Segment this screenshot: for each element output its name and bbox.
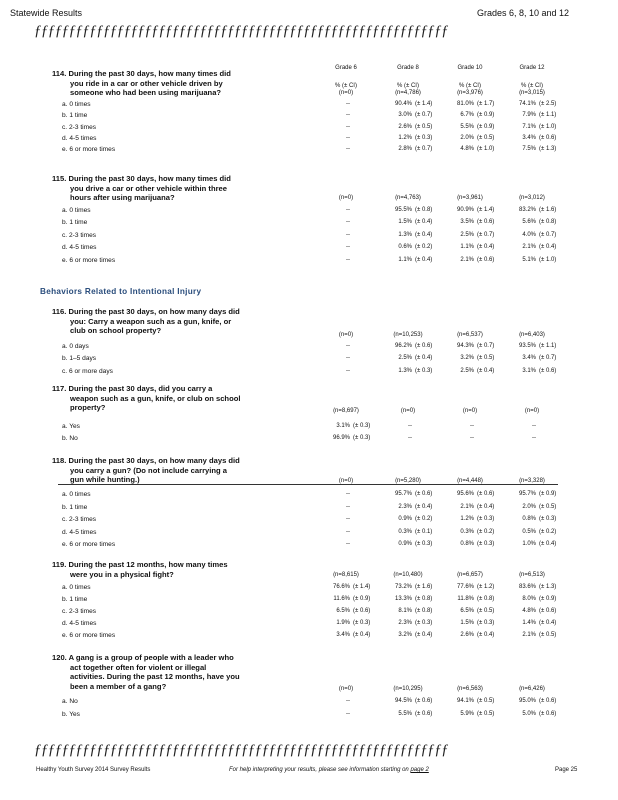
- confidence-interval: (± 0.4): [415, 231, 433, 238]
- confidence-interval: (± 1.1): [539, 112, 557, 119]
- percent-value: 1.9%: [336, 620, 350, 627]
- percent-value: --: [408, 434, 412, 441]
- sample-size: (n=3,976): [457, 90, 483, 96]
- percent-value: 90.9%: [456, 207, 474, 213]
- question-text: 115. During the past 30 days, how many times did: [52, 174, 231, 183]
- confidence-interval: (± 0.5): [477, 355, 495, 362]
- answer-option: e. 6 or more times: [62, 632, 116, 640]
- question-text: you: Carry a weapon such as a gun, knife, or: [70, 316, 232, 326]
- percent-value: --: [346, 710, 350, 717]
- question-text: you ride in a car or other vehicle driven by: [70, 78, 223, 88]
- percent-value: 0.3%: [460, 528, 474, 535]
- confidence-interval: (± 0.2): [415, 516, 433, 523]
- sample-size: (n=6,537): [457, 332, 483, 338]
- percent-value: 0.8%: [522, 516, 536, 523]
- answer-option: b. 1 time: [62, 596, 88, 604]
- percent-value: 3.1%: [336, 423, 350, 429]
- confidence-interval: (± 0.9): [539, 491, 557, 497]
- confidence-interval: (± 1.4): [477, 207, 495, 213]
- answer-option: d. 4-5 times: [62, 620, 97, 628]
- percent-value: 73.2%: [394, 584, 412, 590]
- percent-value: 7.1%: [522, 123, 536, 130]
- percent-value: 0.8%: [460, 541, 474, 548]
- confidence-interval: (± 0.3): [477, 516, 495, 523]
- percent-value: 3.1%: [522, 367, 536, 374]
- percent-value: --: [346, 256, 350, 263]
- question-text: activities. During the past 12 months, have you: [70, 672, 240, 682]
- percent-value: 2.0%: [460, 134, 474, 141]
- question-text: hours after using marijuana?: [70, 193, 175, 203]
- percent-value: 95.0%: [518, 698, 536, 704]
- confidence-interval: (± 0.4): [539, 541, 557, 548]
- confidence-interval: (± 1.6): [539, 207, 557, 213]
- confidence-interval: (± 0.6): [477, 219, 495, 226]
- confidence-interval: (± 0.9): [477, 112, 495, 119]
- confidence-interval: (± 0.3): [415, 367, 433, 374]
- sample-size: (n=3,961): [457, 195, 483, 201]
- confidence-interval: (± 0.3): [415, 541, 433, 548]
- confidence-interval: (± 0.7): [415, 112, 433, 119]
- confidence-interval: (± 0.6): [353, 608, 371, 615]
- answer-option: c. 2-3 times: [62, 608, 97, 616]
- percent-value: --: [346, 343, 350, 349]
- percent-value: --: [346, 541, 350, 548]
- question-text: 117. During the past 30 days, did you carry a: [52, 384, 213, 393]
- percent-value: 1.1%: [460, 244, 474, 251]
- answer-option: e. 6 or more times: [62, 256, 116, 264]
- percent-value: 0.3%: [398, 528, 412, 535]
- percent-value: --: [532, 434, 536, 441]
- question-text: act together often for violent or illegal: [70, 662, 207, 672]
- percent-value: 77.6%: [456, 584, 474, 590]
- question-text: property?: [70, 403, 106, 413]
- percent-value: --: [346, 516, 350, 523]
- percent-value: 1.2%: [398, 134, 412, 141]
- page-header-left: Statewide Results: [10, 8, 83, 18]
- confidence-interval: (± 0.6): [415, 491, 433, 497]
- confidence-interval: (± 0.3): [353, 434, 371, 441]
- percent-value: 5.6%: [522, 219, 536, 226]
- percent-value: 2.0%: [522, 503, 536, 510]
- percent-value: 83.2%: [518, 207, 536, 213]
- percent-value: 1.5%: [398, 219, 412, 226]
- confidence-interval: (± 0.8): [539, 219, 557, 226]
- confidence-interval: (± 1.4): [353, 584, 371, 590]
- confidence-interval: (± 0.3): [477, 541, 495, 548]
- confidence-interval: (± 1.4): [415, 101, 433, 107]
- confidence-interval: (± 0.6): [539, 367, 557, 374]
- percent-value: 3.2%: [398, 632, 412, 639]
- answer-option: d. 4-5 times: [62, 244, 97, 252]
- percent-value: 11.8%: [457, 596, 474, 603]
- percent-value: --: [346, 367, 350, 374]
- percent-value: 2.1%: [522, 244, 536, 251]
- confidence-interval: (± 1.0): [539, 123, 557, 130]
- column-ci-header: % (± CI): [521, 83, 543, 89]
- confidence-interval: (± 0.3): [415, 134, 433, 141]
- answer-option: a. 0 times: [62, 207, 91, 214]
- question-text: 120. A gang is a group of people with a leader who: [52, 653, 234, 662]
- confidence-interval: (± 0.4): [415, 503, 433, 510]
- sample-size: (n=0): [400, 408, 416, 414]
- percent-value: 3.4%: [522, 355, 536, 362]
- bottom-separator: ƒƒƒƒƒƒƒƒƒƒƒƒƒƒƒƒƒƒƒƒƒƒƒƒƒƒƒƒƒƒƒƒƒƒƒƒƒƒƒƒƒƒƒƒƒƒƒƒƒƒƒƒƒƒƒƒƒƒƒƒ: [34, 742, 449, 758]
- confidence-interval: (± 1.0): [539, 256, 557, 263]
- percent-value: 83.6%: [518, 584, 536, 590]
- percent-value: 3.4%: [336, 632, 350, 639]
- answer-option: c. 2-3 times: [62, 516, 97, 524]
- sample-size: (n=6,513): [519, 572, 545, 578]
- answer-option: b. No: [62, 434, 78, 442]
- percent-value: --: [408, 423, 412, 429]
- footer-page-link[interactable]: page 2: [410, 767, 429, 773]
- confidence-interval: (± 0.7): [477, 231, 495, 238]
- column-ci-header: % (± CI): [335, 83, 357, 89]
- sample-size: (n=0): [338, 90, 354, 96]
- percent-value: --: [470, 423, 474, 429]
- sample-size: (n=3,012): [519, 195, 545, 201]
- answer-option: a. Yes: [62, 423, 80, 430]
- top-separator: ƒƒƒƒƒƒƒƒƒƒƒƒƒƒƒƒƒƒƒƒƒƒƒƒƒƒƒƒƒƒƒƒƒƒƒƒƒƒƒƒƒƒƒƒƒƒƒƒƒƒƒƒƒƒƒƒƒƒƒƒ: [34, 23, 449, 39]
- confidence-interval: (± 0.4): [415, 632, 433, 639]
- percent-value: 5.1%: [522, 256, 536, 263]
- percent-value: 74.1%: [518, 101, 536, 107]
- column-grade-header: Grade 6: [335, 65, 357, 71]
- confidence-interval: (± 0.4): [539, 620, 557, 627]
- percent-value: 4.8%: [522, 608, 536, 615]
- column-grade-header: Grade 10: [457, 65, 483, 71]
- answer-option: e. 6 or more times: [62, 541, 116, 549]
- confidence-interval: (± 0.3): [477, 620, 495, 627]
- percent-value: 81.0%: [456, 101, 474, 107]
- column-ci-header: % (± CI): [397, 83, 419, 89]
- confidence-interval: (± 1.7): [477, 101, 495, 107]
- percent-value: --: [346, 101, 350, 107]
- confidence-interval: (± 0.3): [415, 620, 433, 627]
- confidence-interval: (± 0.4): [415, 355, 433, 362]
- answer-option: d. 4-5 times: [62, 134, 97, 142]
- answer-option: c. 2-3 times: [62, 231, 97, 239]
- confidence-interval: (± 0.8): [477, 596, 495, 603]
- confidence-interval: (± 0.4): [477, 503, 495, 510]
- percent-value: --: [346, 207, 350, 213]
- percent-value: 4.0%: [522, 231, 536, 238]
- question-text: club on school property?: [70, 326, 162, 336]
- answer-option: a. 0 times: [62, 491, 91, 498]
- percent-value: 6.7%: [460, 112, 474, 119]
- percent-value: 2.6%: [398, 123, 412, 130]
- sample-size: (n=4,763): [395, 195, 421, 201]
- percent-value: --: [532, 423, 536, 429]
- sample-size: (n=10,253): [393, 332, 423, 338]
- confidence-interval: (± 0.8): [415, 207, 433, 213]
- percent-value: 2.1%: [460, 256, 474, 263]
- percent-value: 2.3%: [398, 503, 412, 510]
- confidence-interval: (± 0.4): [415, 256, 433, 263]
- confidence-interval: (± 0.4): [539, 244, 557, 251]
- percent-value: 94.3%: [456, 343, 474, 349]
- percent-value: 3.0%: [398, 112, 412, 119]
- percent-value: 1.3%: [398, 367, 412, 374]
- confidence-interval: (± 1.1): [539, 343, 557, 349]
- answer-option: b. 1 time: [62, 503, 88, 511]
- percent-value: --: [346, 146, 350, 153]
- confidence-interval: (± 0.9): [477, 123, 495, 130]
- percent-value: 5.9%: [460, 710, 474, 717]
- percent-value: 1.2%: [460, 516, 474, 523]
- confidence-interval: (± 0.3): [353, 620, 371, 627]
- percent-value: 0.6%: [398, 244, 412, 251]
- answer-option: a. 0 days: [62, 343, 89, 350]
- percent-value: 0.5%: [522, 528, 536, 535]
- percent-value: 1.0%: [522, 541, 536, 548]
- question-text: weapon such as a gun, knife, or club on school: [70, 393, 241, 403]
- confidence-interval: (± 0.1): [415, 528, 433, 535]
- percent-value: --: [346, 355, 350, 362]
- percent-value: 3.4%: [522, 134, 536, 141]
- page-header-right: Grades 6, 8, 10 and 12: [477, 8, 570, 18]
- percent-value: --: [346, 123, 350, 130]
- footer-page-number: Page 25: [555, 767, 578, 773]
- percent-value: 96.2%: [394, 343, 412, 349]
- sample-size: (n=0): [524, 408, 540, 414]
- sample-size: (n=6,563): [457, 686, 483, 692]
- percent-value: 1.4%: [522, 620, 536, 627]
- confidence-interval: (± 0.5): [477, 134, 495, 141]
- confidence-interval: (± 0.6): [539, 608, 557, 615]
- percent-value: 1.3%: [398, 231, 412, 238]
- confidence-interval: (± 0.5): [539, 632, 557, 639]
- answer-option: a. 0 times: [62, 584, 91, 591]
- percent-value: 1.1%: [398, 256, 412, 263]
- percent-value: 7.9%: [522, 112, 536, 119]
- percent-value: 90.4%: [394, 101, 412, 107]
- percent-value: 3.5%: [460, 219, 474, 226]
- percent-value: 0.9%: [398, 516, 412, 523]
- confidence-interval: (± 1.0): [477, 146, 495, 153]
- column-grade-header: Grade 8: [397, 65, 419, 71]
- sample-size: (n=0): [338, 478, 354, 484]
- answer-option: b. 1–5 days: [62, 355, 97, 363]
- confidence-interval: (± 0.7): [539, 355, 557, 362]
- percent-value: 95.7%: [394, 491, 412, 497]
- confidence-interval: (± 0.6): [415, 698, 433, 704]
- confidence-interval: (± 0.6): [415, 343, 433, 349]
- confidence-interval: (± 0.2): [539, 528, 557, 535]
- sample-size: (n=8,615): [333, 572, 359, 578]
- footer-middle: [229, 767, 429, 773]
- percent-value: 4.8%: [460, 146, 474, 153]
- percent-value: --: [346, 112, 350, 119]
- percent-value: 2.1%: [522, 632, 536, 639]
- confidence-interval: (± 0.5): [477, 710, 495, 717]
- sample-size: (n=6,426): [519, 686, 545, 692]
- percent-value: 8.0%: [522, 596, 536, 603]
- confidence-interval: (± 0.4): [415, 219, 433, 226]
- percent-value: 5.5%: [460, 123, 474, 130]
- percent-value: 5.0%: [522, 710, 536, 717]
- confidence-interval: (± 0.6): [539, 710, 557, 717]
- percent-value: 11.6%: [333, 596, 350, 603]
- percent-value: --: [346, 491, 350, 497]
- sample-size: (n=0): [338, 332, 354, 338]
- confidence-interval: (± 0.6): [477, 491, 495, 497]
- column-ci-header: % (± CI): [459, 83, 481, 89]
- column-grade-header: Grade 12: [519, 65, 545, 71]
- answer-option: b. 1 time: [62, 219, 88, 227]
- sample-size: (n=4,448): [457, 478, 483, 484]
- percent-value: 95.6%: [456, 491, 474, 497]
- sample-size: (n=0): [462, 408, 478, 414]
- confidence-interval: (± 0.3): [353, 423, 371, 429]
- answer-option: d. 4-5 times: [62, 528, 97, 536]
- sample-size: (n=0): [338, 686, 354, 692]
- percent-value: 2.5%: [460, 231, 474, 238]
- percent-value: --: [346, 698, 350, 704]
- confidence-interval: (± 0.5): [415, 123, 433, 130]
- percent-value: --: [346, 134, 350, 141]
- confidence-interval: (± 1.3): [539, 584, 557, 590]
- percent-value: --: [346, 244, 350, 251]
- answer-option: a. No: [62, 698, 78, 705]
- percent-value: 8.1%: [398, 608, 412, 615]
- percent-value: --: [346, 231, 350, 238]
- percent-value: 76.6%: [332, 584, 350, 590]
- percent-value: 6.5%: [336, 608, 350, 615]
- percent-value: 2.6%: [460, 632, 474, 639]
- confidence-interval: (± 1.3): [539, 146, 557, 153]
- confidence-interval: (± 0.4): [477, 632, 495, 639]
- confidence-interval: (± 1.6): [415, 584, 433, 590]
- confidence-interval: (± 0.8): [415, 596, 433, 603]
- confidence-interval: (± 0.4): [353, 632, 371, 639]
- answer-option: b. 1 time: [62, 112, 88, 120]
- answer-option: e. 6 or more times: [62, 146, 116, 154]
- confidence-interval: (± 0.7): [477, 343, 495, 349]
- percent-value: 2.5%: [460, 367, 474, 374]
- confidence-interval: (± 0.4): [477, 244, 495, 251]
- question-text: 114. During the past 30 days, how many times did: [52, 69, 231, 78]
- percent-value: 96.9%: [332, 434, 350, 441]
- confidence-interval: (± 0.8): [415, 608, 433, 615]
- percent-value: 95.5%: [394, 207, 412, 213]
- sample-size: (n=8,697): [333, 408, 359, 414]
- confidence-interval: (± 0.5): [477, 698, 495, 704]
- percent-value: 95.7%: [518, 491, 536, 497]
- confidence-interval: (± 0.9): [353, 596, 371, 603]
- percent-value: 5.5%: [398, 710, 412, 717]
- answer-option: b. Yes: [62, 710, 80, 718]
- percent-value: 2.3%: [398, 620, 412, 627]
- question-text: someone who had been using marijuana?: [70, 88, 222, 98]
- answer-option: c. 2-3 times: [62, 123, 97, 131]
- percent-value: 3.2%: [460, 355, 474, 362]
- confidence-interval: (± 0.2): [477, 528, 495, 535]
- question-text: 119. During the past 12 months, how many times: [52, 560, 228, 569]
- confidence-interval: (± 0.5): [539, 503, 557, 510]
- confidence-interval: (± 0.7): [415, 146, 433, 153]
- percent-value: --: [470, 434, 474, 441]
- question-text: 116. During the past 30 days, on how many days did: [52, 307, 240, 316]
- sample-size: (n=4,786): [395, 90, 421, 96]
- confidence-interval: (± 0.6): [539, 698, 557, 704]
- sample-size: (n=10,295): [393, 686, 423, 692]
- table-rule: [58, 484, 558, 485]
- confidence-interval: (± 0.4): [477, 367, 495, 374]
- question-text: you carry a gun? (Do not include carrying a: [70, 465, 227, 475]
- sample-size: (n=3,015): [519, 90, 545, 96]
- percent-value: 93.5%: [518, 343, 536, 349]
- confidence-interval: (± 1.2): [477, 584, 495, 590]
- answer-option: c. 6 or more days: [62, 367, 113, 375]
- percent-value: 94.1%: [456, 698, 474, 704]
- percent-value: 2.1%: [460, 503, 474, 510]
- sample-size: (n=6,403): [519, 332, 545, 338]
- sample-size: (n=10,480): [393, 572, 423, 578]
- confidence-interval: (± 0.9): [539, 596, 557, 603]
- question-text: been a member of a gang?: [70, 681, 167, 691]
- question-text: were you in a physical fight?: [70, 569, 174, 579]
- confidence-interval: (± 0.5): [477, 608, 495, 615]
- confidence-interval: (± 0.6): [415, 710, 433, 717]
- question-text: gun while hunting.): [70, 475, 140, 485]
- footer-left: Healthy Youth Survey 2014 Survey Results: [36, 767, 151, 773]
- answer-option: a. 0 times: [62, 101, 91, 108]
- section-title: Behaviors Related to Intentional Injury: [40, 287, 202, 296]
- percent-value: 94.5%: [394, 698, 412, 704]
- percent-value: --: [346, 528, 350, 535]
- percent-value: 7.5%: [522, 146, 536, 153]
- percent-value: --: [346, 219, 350, 226]
- footer-help-text: For help interpreting your results, please see information starting on: [229, 767, 409, 773]
- percent-value: 2.8%: [398, 146, 412, 153]
- confidence-interval: (± 0.6): [477, 256, 495, 263]
- percent-value: 13.3%: [394, 596, 412, 603]
- confidence-interval: (± 2.5): [539, 101, 557, 107]
- confidence-interval: (± 0.2): [415, 244, 433, 251]
- sample-size: (n=5,280): [395, 478, 421, 484]
- confidence-interval: (± 0.3): [539, 516, 557, 523]
- sample-size: (n=3,328): [519, 478, 545, 484]
- percent-value: --: [346, 503, 350, 510]
- confidence-interval: (± 0.7): [539, 231, 557, 238]
- sample-size: (n=6,657): [457, 572, 483, 578]
- percent-value: 1.5%: [460, 620, 474, 627]
- percent-value: 0.9%: [398, 541, 412, 548]
- question-text: 118. During the past 30 days, on how many days did: [52, 456, 240, 465]
- sample-size: (n=0): [338, 195, 354, 201]
- percent-value: 2.5%: [398, 355, 412, 362]
- question-text: you drive a car or other vehicle within three: [70, 183, 227, 193]
- confidence-interval: (± 0.6): [539, 134, 557, 141]
- percent-value: 6.5%: [460, 608, 474, 615]
